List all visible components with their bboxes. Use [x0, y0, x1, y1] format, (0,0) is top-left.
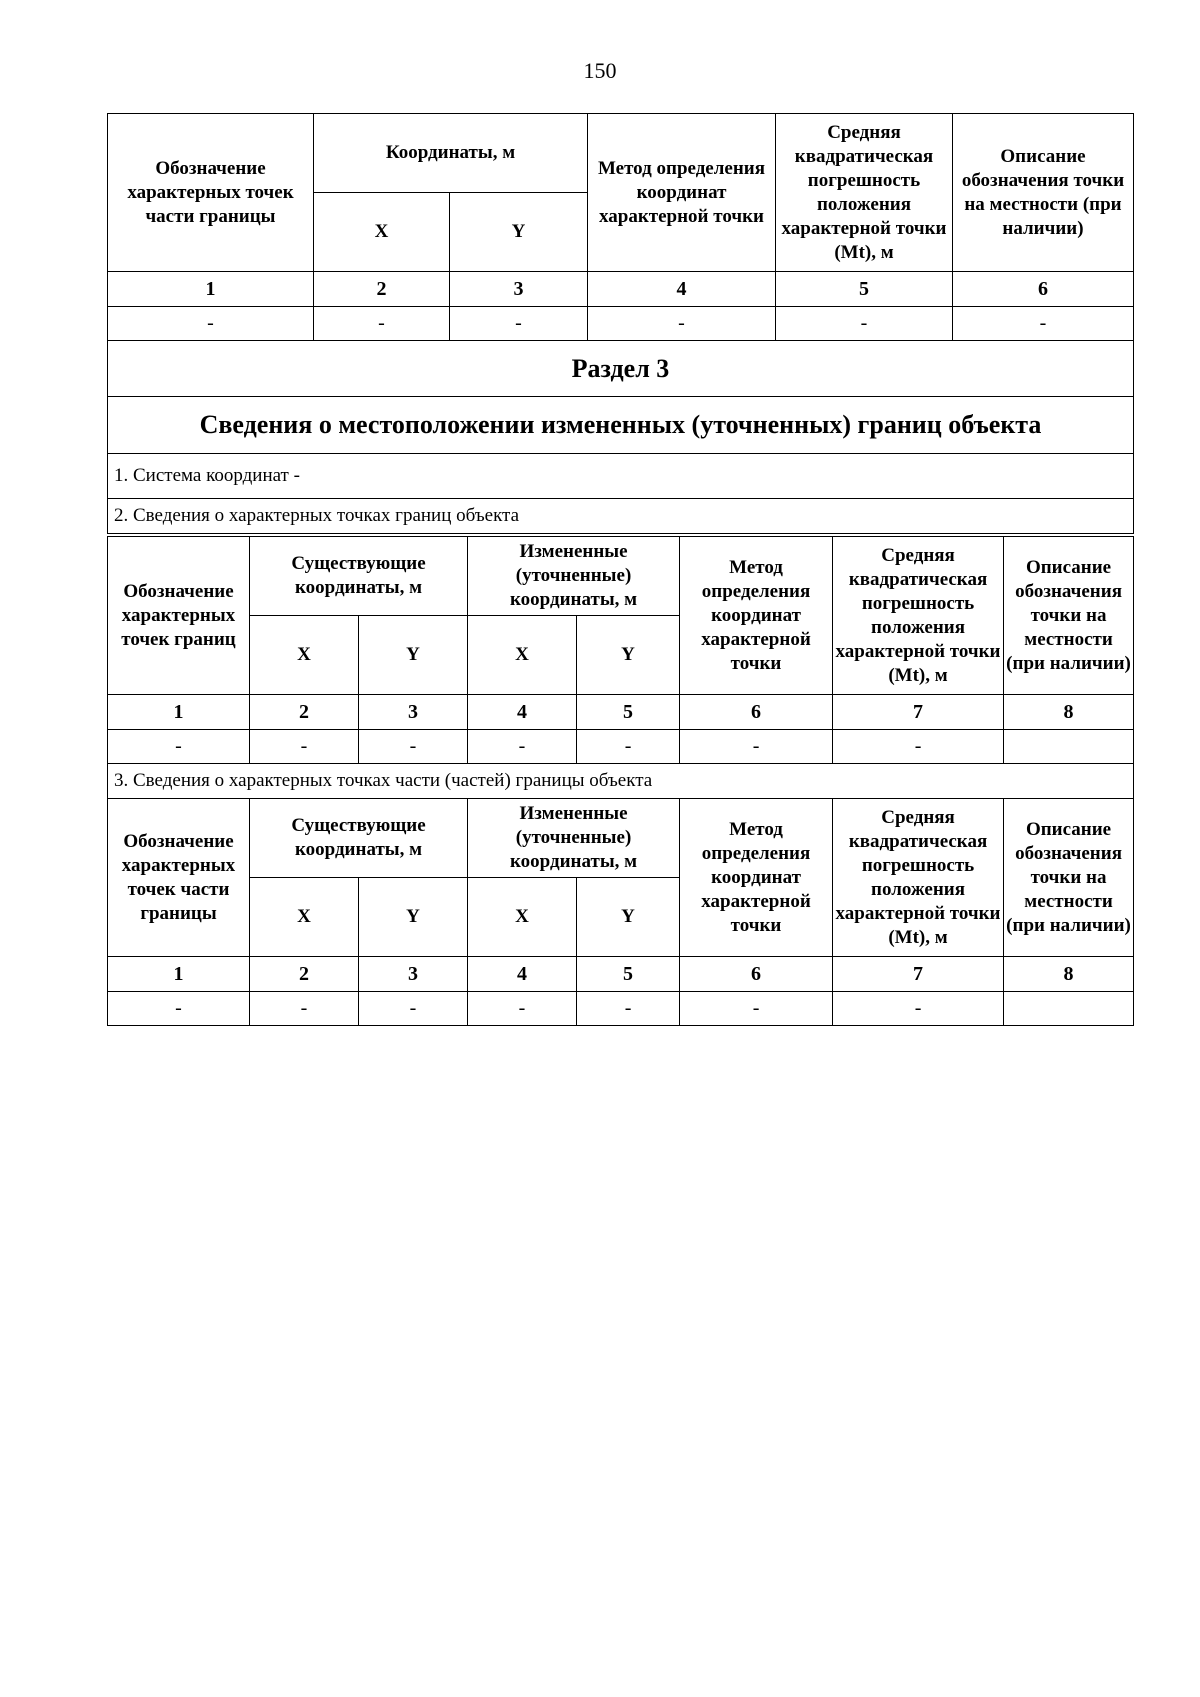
header-designation: Обозначение характерных точек части границы [108, 799, 250, 957]
coordinate-system: 1. Система координат - [108, 454, 1134, 499]
table-cell: - [359, 992, 468, 1026]
column-number: 2 [250, 957, 359, 992]
column-number: 4 [468, 957, 577, 992]
column-number: 5 [776, 272, 953, 307]
column-number: 4 [588, 272, 776, 307]
column-number: 5 [577, 695, 680, 730]
column-number: 5 [577, 957, 680, 992]
column-numbers-row [108, 695, 1134, 730]
header-designation: Обозначение характерных точек границ [108, 537, 250, 695]
header-method: Метод определения координат характерной точки [588, 114, 776, 272]
header-description: Описание обозначения точки на местности (при наличии) [1004, 537, 1134, 695]
column-number: 2 [250, 695, 359, 730]
table-cell: - [680, 992, 833, 1026]
header-changed-coordinates: Измененные (уточненные) координаты, м [468, 537, 680, 616]
table-cell: - [588, 307, 776, 341]
header-existing-coordinates: Существующие координаты, м [250, 799, 468, 878]
column-number: 4 [468, 695, 577, 730]
part3-label: 3. Сведения о характерных точках части (частей) границы объекта [108, 764, 1134, 799]
column-number: 6 [953, 272, 1134, 307]
header-x: X [250, 878, 359, 957]
column-numbers-row [108, 272, 1134, 307]
header-y: Y [359, 878, 468, 957]
header-y: Y [577, 616, 680, 695]
header-y: Y [577, 878, 680, 957]
column-number: 3 [450, 272, 588, 307]
table-cell: - [776, 307, 953, 341]
column-number: 1 [108, 695, 250, 730]
column-number: 6 [680, 695, 833, 730]
table-cell: - [359, 730, 468, 764]
header-y: Y [359, 616, 468, 695]
table-cell: - [680, 730, 833, 764]
table-part-points [107, 798, 1134, 1026]
table-row [108, 307, 1134, 341]
header-x: X [468, 616, 577, 695]
table-cell: - [314, 307, 450, 341]
part2-label: 2. Сведения о характерных точках границ объекта [108, 499, 1134, 534]
header-error: Средняя квадратическая погрешность положения характерной точки (Mt), м [833, 799, 1004, 957]
header-changed-coordinates: Измененные (уточненные) координаты, м [468, 799, 680, 878]
page-number: 150 [583, 58, 617, 83]
header-error: Средняя квадратическая погрешность положения характерной точки (Mt), м [776, 114, 953, 272]
table-cell: - [468, 992, 577, 1026]
table-cell: - [108, 730, 250, 764]
column-number: 1 [108, 957, 250, 992]
column-number: 8 [1004, 957, 1134, 992]
header-method: Метод определения координат характерной точки [680, 799, 833, 957]
header-description: Описание обозначения точки на местности (при наличии) [1004, 799, 1134, 957]
column-number: 7 [833, 695, 1004, 730]
table-cell: - [250, 730, 359, 764]
table-cell: - [953, 307, 1134, 341]
section-subtitle: Сведения о местоположении измененных (уточненных) границ объекта [108, 397, 1134, 454]
header-error: Средняя квадратическая погрешность положения характерной точки (Mt), м [833, 537, 1004, 695]
header-x: X [250, 616, 359, 695]
table-cell: - [250, 992, 359, 1026]
header-y: Y [450, 193, 588, 272]
header-existing-coordinates: Существующие координаты, м [250, 537, 468, 616]
column-number: 3 [359, 695, 468, 730]
column-number: 7 [833, 957, 1004, 992]
table-cell: - [833, 992, 1004, 1026]
column-number: 6 [680, 957, 833, 992]
table-cell: - [108, 307, 314, 341]
table-row [108, 730, 1134, 764]
table-cell: - [468, 730, 577, 764]
table-cell: - [450, 307, 588, 341]
table-boundary-points [107, 536, 1134, 799]
table-cell: - [108, 992, 250, 1026]
table-cell: - [833, 730, 1004, 764]
table-row [108, 992, 1134, 1026]
header-method: Метод определения координат характерной точки [680, 537, 833, 695]
header-coordinates: Координаты, м [314, 114, 588, 193]
section-title: Раздел 3 [108, 341, 1134, 397]
table-cell [1004, 730, 1134, 764]
header-description: Описание обозначения точки на местности (при наличии) [953, 114, 1134, 272]
header-x: X [468, 878, 577, 957]
column-number: 2 [314, 272, 450, 307]
column-numbers-row [108, 957, 1134, 992]
table-cell [1004, 992, 1134, 1026]
column-number: 8 [1004, 695, 1134, 730]
header-x: X [314, 193, 450, 272]
table-cell: - [577, 730, 680, 764]
table-cell: - [577, 992, 680, 1026]
column-number: 3 [359, 957, 468, 992]
column-number: 1 [108, 272, 314, 307]
header-designation: Обозначение характерных точек части границы [108, 114, 314, 272]
table-part-boundary-points [107, 113, 1134, 534]
